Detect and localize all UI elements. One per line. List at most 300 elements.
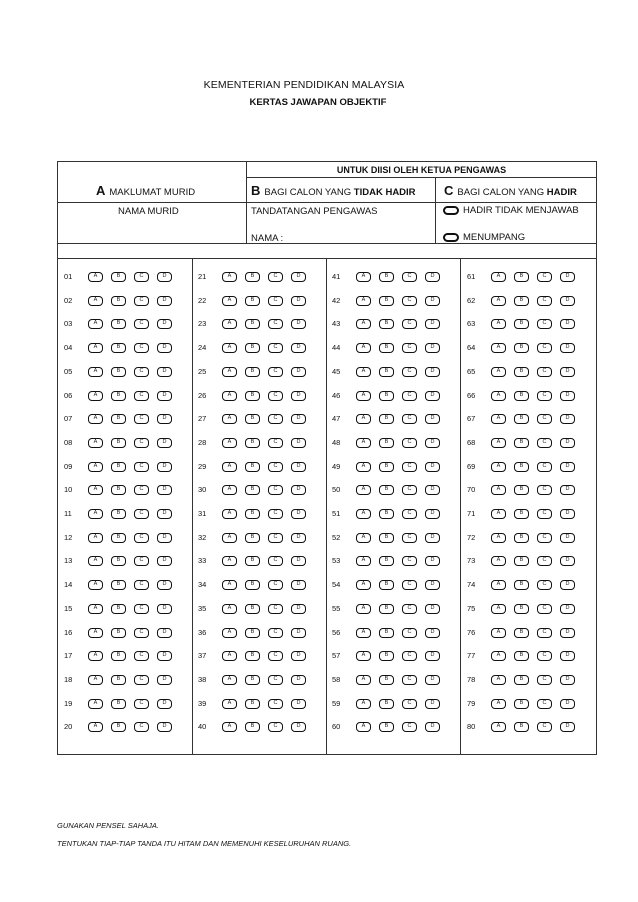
- answer-bubble-d[interactable]: D: [560, 556, 575, 566]
- answer-bubble-b[interactable]: B: [245, 722, 260, 732]
- answer-bubble-d[interactable]: D: [425, 556, 440, 566]
- answer-bubble-c[interactable]: C: [537, 462, 552, 472]
- answer-bubble-a[interactable]: A: [88, 367, 103, 377]
- answer-bubble-d[interactable]: D: [157, 414, 172, 424]
- answer-bubble-c[interactable]: C: [134, 462, 149, 472]
- answer-bubble-a[interactable]: A: [222, 722, 237, 732]
- answer-bubble-d[interactable]: D: [425, 462, 440, 472]
- answer-bubble-b[interactable]: B: [379, 319, 394, 329]
- answer-bubble-a[interactable]: A: [222, 367, 237, 377]
- answer-bubble-d[interactable]: D: [157, 604, 172, 614]
- answer-bubble-b[interactable]: B: [111, 391, 126, 401]
- answer-bubble-c[interactable]: C: [402, 319, 417, 329]
- answer-bubble-b[interactable]: B: [379, 699, 394, 709]
- answer-bubble-d[interactable]: D: [291, 462, 306, 472]
- answer-bubble-b[interactable]: B: [514, 722, 529, 732]
- answer-bubble-b[interactable]: B: [379, 556, 394, 566]
- answer-bubble-b[interactable]: B: [111, 675, 126, 685]
- answer-bubble-d[interactable]: D: [560, 438, 575, 448]
- answer-bubble-a[interactable]: A: [88, 556, 103, 566]
- answer-bubble-b[interactable]: B: [514, 319, 529, 329]
- answer-bubble-a[interactable]: A: [88, 533, 103, 543]
- answer-bubble-c[interactable]: C: [134, 367, 149, 377]
- answer-bubble-c[interactable]: C: [537, 367, 552, 377]
- answer-bubble-d[interactable]: D: [291, 414, 306, 424]
- answer-bubble-c[interactable]: C: [402, 509, 417, 519]
- answer-bubble-b[interactable]: B: [245, 604, 260, 614]
- answer-bubble-b[interactable]: B: [514, 438, 529, 448]
- answer-bubble-a[interactable]: A: [222, 509, 237, 519]
- answer-bubble-c[interactable]: C: [402, 556, 417, 566]
- answer-bubble-c[interactable]: C: [268, 604, 283, 614]
- answer-bubble-a[interactable]: A: [491, 296, 506, 306]
- answer-bubble-b[interactable]: B: [245, 296, 260, 306]
- answer-bubble-c[interactable]: C: [537, 604, 552, 614]
- answer-bubble-a[interactable]: A: [222, 485, 237, 495]
- answer-bubble-b[interactable]: B: [111, 699, 126, 709]
- answer-bubble-d[interactable]: D: [560, 272, 575, 282]
- answer-bubble-a[interactable]: A: [222, 343, 237, 353]
- answer-bubble-b[interactable]: B: [514, 462, 529, 472]
- answer-bubble-c[interactable]: C: [134, 675, 149, 685]
- answer-bubble-d[interactable]: D: [291, 485, 306, 495]
- answer-bubble-d[interactable]: D: [425, 628, 440, 638]
- answer-bubble-b[interactable]: B: [379, 438, 394, 448]
- answer-bubble-a[interactable]: A: [356, 533, 371, 543]
- answer-bubble-c[interactable]: C: [268, 628, 283, 638]
- answer-bubble-d[interactable]: D: [157, 391, 172, 401]
- answer-bubble-b[interactable]: B: [514, 296, 529, 306]
- answer-bubble-a[interactable]: A: [356, 651, 371, 661]
- answer-bubble-a[interactable]: A: [222, 699, 237, 709]
- answer-bubble-a[interactable]: A: [491, 604, 506, 614]
- answer-bubble-b[interactable]: B: [379, 675, 394, 685]
- answer-bubble-d[interactable]: D: [157, 722, 172, 732]
- answer-bubble-b[interactable]: B: [111, 556, 126, 566]
- answer-bubble-d[interactable]: D: [425, 438, 440, 448]
- answer-bubble-b[interactable]: B: [245, 580, 260, 590]
- answer-bubble-c[interactable]: C: [537, 438, 552, 448]
- answer-bubble-d[interactable]: D: [291, 272, 306, 282]
- answer-bubble-a[interactable]: A: [491, 319, 506, 329]
- answer-bubble-c[interactable]: C: [134, 604, 149, 614]
- answer-bubble-b[interactable]: B: [111, 485, 126, 495]
- answer-bubble-c[interactable]: C: [402, 343, 417, 353]
- answer-bubble-b[interactable]: B: [111, 580, 126, 590]
- guest-candidate-option[interactable]: [443, 232, 525, 243]
- answer-bubble-b[interactable]: B: [245, 509, 260, 519]
- answer-bubble-b[interactable]: B: [514, 343, 529, 353]
- answer-bubble-a[interactable]: A: [88, 296, 103, 306]
- answer-bubble-d[interactable]: D: [157, 556, 172, 566]
- answer-bubble-c[interactable]: C: [402, 296, 417, 306]
- answer-bubble-b[interactable]: B: [245, 556, 260, 566]
- answer-bubble-c[interactable]: C: [134, 414, 149, 424]
- answer-bubble-a[interactable]: A: [222, 438, 237, 448]
- answer-bubble-c[interactable]: C: [134, 485, 149, 495]
- answer-bubble-c[interactable]: C: [537, 343, 552, 353]
- answer-bubble-d[interactable]: D: [425, 391, 440, 401]
- answer-bubble-b[interactable]: B: [111, 296, 126, 306]
- answer-bubble-d[interactable]: D: [291, 533, 306, 543]
- answer-bubble-d[interactable]: D: [560, 580, 575, 590]
- answer-bubble-c[interactable]: C: [268, 651, 283, 661]
- answer-bubble-d[interactable]: D: [425, 414, 440, 424]
- answer-bubble-d[interactable]: D: [157, 296, 172, 306]
- answer-bubble-d[interactable]: D: [425, 272, 440, 282]
- answer-bubble-a[interactable]: A: [491, 462, 506, 472]
- answer-bubble-a[interactable]: A: [491, 367, 506, 377]
- answer-bubble-d[interactable]: D: [291, 343, 306, 353]
- answer-bubble-a[interactable]: A: [356, 722, 371, 732]
- answer-bubble-b[interactable]: B: [379, 272, 394, 282]
- answer-bubble-a[interactable]: A: [356, 391, 371, 401]
- answer-bubble-d[interactable]: D: [425, 722, 440, 732]
- answer-bubble-b[interactable]: B: [379, 651, 394, 661]
- answer-bubble-a[interactable]: A: [491, 675, 506, 685]
- answer-bubble-d[interactable]: D: [291, 675, 306, 685]
- answer-bubble-b[interactable]: B: [111, 272, 126, 282]
- answer-bubble-c[interactable]: C: [268, 414, 283, 424]
- answer-bubble-b[interactable]: B: [245, 319, 260, 329]
- answer-bubble-c[interactable]: C: [268, 509, 283, 519]
- answer-bubble-c[interactable]: C: [537, 628, 552, 638]
- answer-bubble-a[interactable]: A: [491, 343, 506, 353]
- answer-bubble-b[interactable]: B: [245, 367, 260, 377]
- answer-bubble-c[interactable]: C: [537, 580, 552, 590]
- answer-bubble-c[interactable]: C: [268, 391, 283, 401]
- answer-bubble-c[interactable]: C: [402, 628, 417, 638]
- answer-bubble-b[interactable]: B: [111, 414, 126, 424]
- answer-bubble-a[interactable]: A: [222, 414, 237, 424]
- answer-bubble-c[interactable]: C: [268, 438, 283, 448]
- answer-bubble-b[interactable]: B: [514, 272, 529, 282]
- answer-bubble-d[interactable]: D: [157, 699, 172, 709]
- guest-candidate-bubble[interactable]: [443, 233, 459, 242]
- answer-bubble-c[interactable]: C: [134, 580, 149, 590]
- answer-bubble-c[interactable]: C: [537, 533, 552, 543]
- answer-bubble-a[interactable]: A: [491, 414, 506, 424]
- answer-bubble-d[interactable]: D: [425, 509, 440, 519]
- answer-bubble-b[interactable]: B: [111, 438, 126, 448]
- answer-bubble-b[interactable]: B: [245, 651, 260, 661]
- answer-bubble-a[interactable]: A: [222, 391, 237, 401]
- answer-bubble-d[interactable]: D: [157, 319, 172, 329]
- answer-bubble-a[interactable]: A: [222, 628, 237, 638]
- answer-bubble-c[interactable]: C: [134, 699, 149, 709]
- answer-bubble-d[interactable]: D: [560, 296, 575, 306]
- answer-bubble-a[interactable]: A: [88, 343, 103, 353]
- answer-bubble-a[interactable]: A: [356, 699, 371, 709]
- answer-bubble-a[interactable]: A: [222, 296, 237, 306]
- answer-bubble-c[interactable]: C: [537, 651, 552, 661]
- answer-bubble-b[interactable]: B: [514, 533, 529, 543]
- answer-bubble-a[interactable]: A: [356, 343, 371, 353]
- answer-bubble-d[interactable]: D: [560, 343, 575, 353]
- answer-bubble-c[interactable]: C: [268, 722, 283, 732]
- answer-bubble-d[interactable]: D: [560, 462, 575, 472]
- answer-bubble-b[interactable]: B: [379, 485, 394, 495]
- answer-bubble-c[interactable]: C: [134, 651, 149, 661]
- present-no-answer-option[interactable]: [443, 205, 579, 216]
- answer-bubble-a[interactable]: A: [88, 462, 103, 472]
- answer-bubble-c[interactable]: C: [537, 485, 552, 495]
- answer-bubble-a[interactable]: A: [491, 699, 506, 709]
- answer-bubble-c[interactable]: C: [537, 509, 552, 519]
- answer-bubble-d[interactable]: D: [291, 604, 306, 614]
- answer-bubble-a[interactable]: A: [356, 414, 371, 424]
- answer-bubble-a[interactable]: A: [491, 556, 506, 566]
- answer-bubble-b[interactable]: B: [245, 699, 260, 709]
- answer-bubble-a[interactable]: A: [222, 580, 237, 590]
- answer-bubble-c[interactable]: C: [134, 556, 149, 566]
- answer-bubble-a[interactable]: A: [222, 272, 237, 282]
- answer-bubble-a[interactable]: A: [88, 651, 103, 661]
- answer-bubble-b[interactable]: B: [379, 296, 394, 306]
- answer-bubble-c[interactable]: C: [537, 296, 552, 306]
- answer-bubble-c[interactable]: C: [268, 319, 283, 329]
- answer-bubble-d[interactable]: D: [560, 628, 575, 638]
- answer-bubble-d[interactable]: D: [291, 509, 306, 519]
- answer-bubble-d[interactable]: D: [157, 438, 172, 448]
- answer-bubble-a[interactable]: A: [88, 699, 103, 709]
- answer-bubble-d[interactable]: D: [157, 580, 172, 590]
- answer-bubble-b[interactable]: B: [379, 462, 394, 472]
- answer-bubble-c[interactable]: C: [268, 699, 283, 709]
- answer-bubble-a[interactable]: A: [356, 556, 371, 566]
- answer-bubble-b[interactable]: B: [514, 391, 529, 401]
- answer-bubble-a[interactable]: A: [88, 509, 103, 519]
- answer-bubble-b[interactable]: B: [514, 580, 529, 590]
- answer-bubble-d[interactable]: D: [560, 722, 575, 732]
- answer-bubble-a[interactable]: A: [491, 509, 506, 519]
- answer-bubble-b[interactable]: B: [379, 628, 394, 638]
- answer-bubble-c[interactable]: C: [537, 414, 552, 424]
- answer-bubble-a[interactable]: A: [222, 462, 237, 472]
- answer-bubble-c[interactable]: C: [134, 438, 149, 448]
- answer-bubble-d[interactable]: D: [425, 343, 440, 353]
- answer-bubble-d[interactable]: D: [157, 462, 172, 472]
- answer-bubble-c[interactable]: C: [402, 699, 417, 709]
- answer-bubble-a[interactable]: A: [222, 533, 237, 543]
- answer-bubble-b[interactable]: B: [245, 628, 260, 638]
- answer-bubble-c[interactable]: C: [402, 485, 417, 495]
- answer-bubble-c[interactable]: C: [537, 722, 552, 732]
- answer-bubble-a[interactable]: A: [491, 651, 506, 661]
- answer-bubble-a[interactable]: A: [356, 485, 371, 495]
- answer-bubble-c[interactable]: C: [134, 509, 149, 519]
- answer-bubble-d[interactable]: D: [425, 604, 440, 614]
- answer-bubble-a[interactable]: A: [491, 438, 506, 448]
- answer-bubble-d[interactable]: D: [560, 414, 575, 424]
- answer-bubble-b[interactable]: B: [379, 414, 394, 424]
- answer-bubble-a[interactable]: A: [356, 367, 371, 377]
- answer-bubble-c[interactable]: C: [402, 651, 417, 661]
- answer-bubble-a[interactable]: A: [88, 319, 103, 329]
- answer-bubble-c[interactable]: C: [268, 272, 283, 282]
- answer-bubble-c[interactable]: C: [268, 556, 283, 566]
- answer-bubble-b[interactable]: B: [379, 343, 394, 353]
- answer-bubble-b[interactable]: B: [514, 485, 529, 495]
- answer-bubble-c[interactable]: C: [268, 533, 283, 543]
- answer-bubble-c[interactable]: C: [537, 556, 552, 566]
- answer-bubble-a[interactable]: A: [88, 485, 103, 495]
- answer-bubble-b[interactable]: B: [245, 438, 260, 448]
- answer-bubble-b[interactable]: B: [379, 604, 394, 614]
- answer-bubble-c[interactable]: C: [268, 485, 283, 495]
- answer-bubble-a[interactable]: A: [88, 604, 103, 614]
- answer-bubble-a[interactable]: A: [222, 651, 237, 661]
- answer-bubble-d[interactable]: D: [291, 438, 306, 448]
- answer-bubble-b[interactable]: B: [514, 556, 529, 566]
- answer-bubble-c[interactable]: C: [268, 580, 283, 590]
- answer-bubble-b[interactable]: B: [111, 343, 126, 353]
- answer-bubble-b[interactable]: B: [379, 722, 394, 732]
- answer-bubble-d[interactable]: D: [157, 651, 172, 661]
- answer-bubble-b[interactable]: B: [514, 675, 529, 685]
- answer-bubble-b[interactable]: B: [111, 651, 126, 661]
- answer-bubble-a[interactable]: A: [88, 414, 103, 424]
- answer-bubble-d[interactable]: D: [425, 651, 440, 661]
- answer-bubble-d[interactable]: D: [560, 533, 575, 543]
- answer-bubble-b[interactable]: B: [514, 367, 529, 377]
- answer-bubble-c[interactable]: C: [537, 391, 552, 401]
- answer-bubble-a[interactable]: A: [356, 462, 371, 472]
- answer-bubble-a[interactable]: A: [356, 272, 371, 282]
- answer-bubble-c[interactable]: C: [402, 533, 417, 543]
- answer-bubble-a[interactable]: A: [88, 580, 103, 590]
- answer-bubble-a[interactable]: A: [356, 675, 371, 685]
- answer-bubble-b[interactable]: B: [111, 722, 126, 732]
- answer-bubble-c[interactable]: C: [402, 722, 417, 732]
- answer-bubble-c[interactable]: C: [134, 343, 149, 353]
- answer-bubble-a[interactable]: A: [356, 604, 371, 614]
- answer-bubble-b[interactable]: B: [111, 509, 126, 519]
- answer-bubble-c[interactable]: C: [268, 343, 283, 353]
- answer-bubble-b[interactable]: B: [245, 414, 260, 424]
- answer-bubble-d[interactable]: D: [425, 699, 440, 709]
- answer-bubble-d[interactable]: D: [157, 509, 172, 519]
- answer-bubble-d[interactable]: D: [291, 367, 306, 377]
- answer-bubble-b[interactable]: B: [245, 533, 260, 543]
- answer-bubble-b[interactable]: B: [514, 509, 529, 519]
- answer-bubble-a[interactable]: A: [88, 722, 103, 732]
- answer-bubble-d[interactable]: D: [157, 628, 172, 638]
- answer-bubble-c[interactable]: C: [402, 272, 417, 282]
- answer-bubble-b[interactable]: B: [245, 391, 260, 401]
- answer-bubble-c[interactable]: C: [268, 462, 283, 472]
- present-no-answer-bubble[interactable]: [443, 206, 459, 215]
- answer-bubble-b[interactable]: B: [111, 319, 126, 329]
- answer-bubble-d[interactable]: D: [157, 272, 172, 282]
- answer-bubble-c[interactable]: C: [402, 391, 417, 401]
- answer-bubble-c[interactable]: C: [402, 604, 417, 614]
- answer-bubble-c[interactable]: C: [537, 319, 552, 329]
- answer-bubble-d[interactable]: D: [560, 651, 575, 661]
- answer-bubble-d[interactable]: D: [425, 296, 440, 306]
- answer-bubble-b[interactable]: B: [111, 367, 126, 377]
- answer-bubble-a[interactable]: A: [88, 438, 103, 448]
- answer-bubble-a[interactable]: A: [88, 272, 103, 282]
- answer-bubble-b[interactable]: B: [514, 628, 529, 638]
- answer-bubble-d[interactable]: D: [425, 580, 440, 590]
- answer-bubble-b[interactable]: B: [111, 628, 126, 638]
- answer-bubble-d[interactable]: D: [157, 343, 172, 353]
- answer-bubble-a[interactable]: A: [491, 272, 506, 282]
- answer-bubble-b[interactable]: B: [245, 272, 260, 282]
- answer-bubble-a[interactable]: A: [356, 296, 371, 306]
- answer-bubble-c[interactable]: C: [537, 699, 552, 709]
- answer-bubble-d[interactable]: D: [560, 391, 575, 401]
- answer-bubble-c[interactable]: C: [134, 296, 149, 306]
- answer-bubble-a[interactable]: A: [491, 485, 506, 495]
- answer-bubble-d[interactable]: D: [560, 604, 575, 614]
- answer-bubble-d[interactable]: D: [291, 628, 306, 638]
- answer-bubble-c[interactable]: C: [537, 675, 552, 685]
- answer-bubble-b[interactable]: B: [245, 343, 260, 353]
- answer-bubble-a[interactable]: A: [88, 391, 103, 401]
- answer-bubble-b[interactable]: B: [379, 533, 394, 543]
- answer-bubble-c[interactable]: C: [402, 438, 417, 448]
- answer-bubble-d[interactable]: D: [291, 651, 306, 661]
- answer-bubble-a[interactable]: A: [356, 438, 371, 448]
- answer-bubble-b[interactable]: B: [379, 509, 394, 519]
- answer-bubble-d[interactable]: D: [157, 485, 172, 495]
- answer-bubble-a[interactable]: A: [491, 580, 506, 590]
- answer-bubble-b[interactable]: B: [514, 604, 529, 614]
- answer-bubble-c[interactable]: C: [402, 580, 417, 590]
- answer-bubble-d[interactable]: D: [560, 699, 575, 709]
- answer-bubble-c[interactable]: C: [134, 533, 149, 543]
- answer-bubble-d[interactable]: D: [560, 509, 575, 519]
- answer-bubble-d[interactable]: D: [291, 391, 306, 401]
- answer-bubble-b[interactable]: B: [245, 485, 260, 495]
- answer-bubble-c[interactable]: C: [402, 462, 417, 472]
- answer-bubble-d[interactable]: D: [291, 319, 306, 329]
- answer-bubble-a[interactable]: A: [356, 628, 371, 638]
- answer-bubble-d[interactable]: D: [157, 367, 172, 377]
- answer-bubble-a[interactable]: A: [356, 580, 371, 590]
- answer-bubble-d[interactable]: D: [560, 367, 575, 377]
- answer-bubble-d[interactable]: D: [157, 533, 172, 543]
- answer-bubble-a[interactable]: A: [222, 675, 237, 685]
- answer-bubble-a[interactable]: A: [88, 628, 103, 638]
- answer-bubble-b[interactable]: B: [111, 604, 126, 614]
- answer-bubble-b[interactable]: B: [514, 414, 529, 424]
- answer-bubble-c[interactable]: C: [134, 319, 149, 329]
- answer-bubble-c[interactable]: C: [402, 367, 417, 377]
- answer-bubble-d[interactable]: D: [291, 296, 306, 306]
- answer-bubble-d[interactable]: D: [291, 699, 306, 709]
- answer-bubble-c[interactable]: C: [268, 675, 283, 685]
- answer-bubble-d[interactable]: D: [291, 556, 306, 566]
- answer-bubble-c[interactable]: C: [134, 272, 149, 282]
- answer-bubble-d[interactable]: D: [560, 485, 575, 495]
- answer-bubble-a[interactable]: A: [491, 628, 506, 638]
- answer-bubble-d[interactable]: D: [425, 533, 440, 543]
- answer-bubble-c[interactable]: C: [268, 296, 283, 306]
- answer-bubble-d[interactable]: D: [560, 319, 575, 329]
- answer-bubble-b[interactable]: B: [514, 699, 529, 709]
- answer-bubble-a[interactable]: A: [222, 604, 237, 614]
- answer-bubble-b[interactable]: B: [379, 580, 394, 590]
- answer-bubble-a[interactable]: A: [491, 533, 506, 543]
- answer-bubble-c[interactable]: C: [537, 272, 552, 282]
- answer-bubble-b[interactable]: B: [245, 675, 260, 685]
- answer-bubble-c[interactable]: C: [134, 628, 149, 638]
- answer-bubble-b[interactable]: B: [245, 462, 260, 472]
- answer-bubble-d[interactable]: D: [425, 319, 440, 329]
